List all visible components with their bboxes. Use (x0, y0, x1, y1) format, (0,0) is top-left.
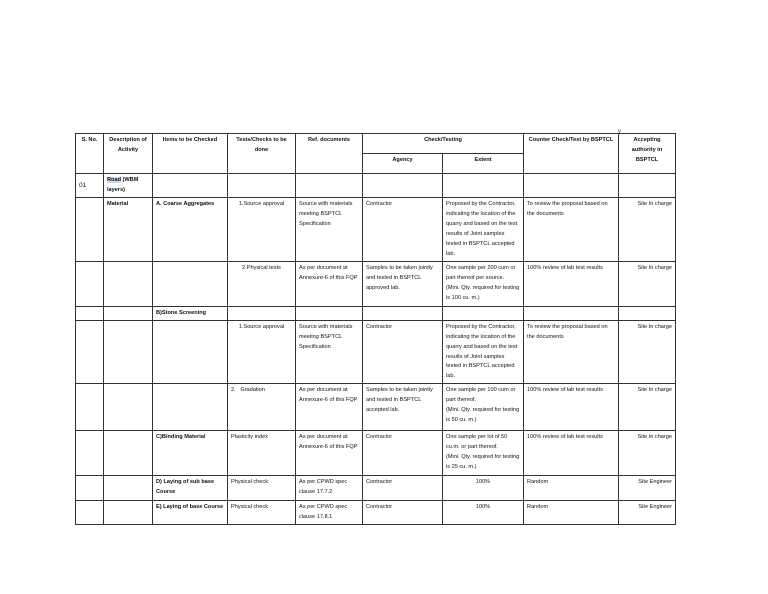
cell-accepting: Site In charge (619, 431, 676, 476)
cell-counter: 100% review of lab test results (524, 261, 619, 306)
cell-extent: One sample per 200 cum or part thereof per source. (Mini. Qty. required for testing is 100 cu. m.) (443, 261, 524, 306)
cell-tests: 1.Source approval (228, 320, 296, 384)
header-items: Items to be Checked (153, 134, 228, 174)
table-row (76, 306, 676, 320)
table-row (76, 261, 676, 306)
cell-items: A. Coarse Aggregates (153, 198, 228, 262)
cell-agency: Contractor (363, 198, 443, 262)
cell-accepting: Site In charge (619, 384, 676, 431)
cell-refdocs: As per document at Annexure-6 of this FQP (296, 431, 363, 476)
cell-extent: One sample per 100 cum or part thereof. (Mini. Qty. required for testing is 50 cu. m.) (443, 384, 524, 431)
cell-refdocs: As per document at Annexure-6 of this FQP (296, 261, 363, 306)
header-counter-check: Counter Check/Test by BSPTCL (524, 134, 619, 174)
table-row (76, 501, 676, 525)
header-agency: Agency (363, 154, 443, 174)
cell-agency: Samples to be taken jointly and tested in BSPTCL accepted lab. (363, 384, 443, 431)
cell-refdocs: As per CPWD spec clause 17.8.1 (296, 501, 363, 525)
cell-agency: Samples to be taken jointly and tested in BSPTCL approved lab. (363, 261, 443, 306)
cell-agency: Contractor (363, 431, 443, 476)
table-row (76, 384, 676, 431)
header-accepting-authority: Accepting authority in BSPTCL (619, 134, 676, 174)
cell-agency: Contractor (363, 320, 443, 384)
cell-refdocs: Source with materials meeting BSPTCL Specification (296, 320, 363, 384)
cell-refdocs: As per document at Annexure-6 of this FQP (296, 384, 363, 431)
header-description: Description of Activity (104, 134, 153, 174)
cell-counter: 100% review of lab test results (524, 431, 619, 476)
cell-agency: Contractor (363, 476, 443, 501)
cell-counter: 100% review of lab test results (524, 384, 619, 431)
cell-tests: 2. Gradation (228, 384, 296, 431)
section-row (76, 174, 676, 198)
field-quality-plan-table (75, 133, 676, 525)
cell-extent: Proposed by the Contractor, indicating the location of the quarry and based on the test results of Joint samples tested in BSPTCL accepted lab. (443, 320, 524, 384)
cell-accepting: Site In charge (619, 320, 676, 384)
cell-tests: Plasticity index (228, 431, 296, 476)
cell-refdocs: Source with materials meeting BSPTCL Specification (296, 198, 363, 262)
cell-tests: Physical check (228, 501, 296, 525)
header-tests: Tests/Checks to be done (228, 134, 296, 174)
header-extent: Extent (443, 154, 524, 174)
cell-description: Material (104, 198, 153, 262)
cell-accepting: Site Engineer (619, 476, 676, 501)
cell-tests: 1.Source approval (228, 198, 296, 262)
cell-extent: 100% (443, 476, 524, 501)
cell-agency: Contractor (363, 501, 443, 525)
table-row (76, 320, 676, 384)
cell-extent: Proposed by the Contractor, indicating the location of the quarry and based on the test results of Joint samples tested in BSPTCL accepted lab. (443, 198, 524, 262)
cell-accepting: Site In charge (619, 198, 676, 262)
header-refdocs: Ref. documents (296, 134, 363, 174)
corner-mark: v (618, 129, 621, 135)
section-sno: 01 (76, 174, 104, 198)
header-row (76, 134, 676, 154)
section-title (104, 174, 153, 198)
cell-items: E) Laying of base Course (153, 501, 228, 525)
table-row (76, 431, 676, 476)
cell-counter: To review the proposal based on the documents (524, 198, 619, 262)
cell-counter: Random (524, 501, 619, 525)
cell-items: B)Stone Screening (153, 306, 228, 320)
header-check-testing: Check/Testing (363, 134, 524, 154)
cell-extent: 100% (443, 501, 524, 525)
section-title-rest: (WBM layers) (107, 177, 139, 193)
section-title-highlight: Road (107, 177, 121, 183)
cell-accepting: Site In charge (619, 261, 676, 306)
cell-items: D) Laying of sub base Course (153, 476, 228, 501)
cell-counter: Random (524, 476, 619, 501)
cell-accepting: Site Engineer (619, 501, 676, 525)
cell-tests: Physical check (228, 476, 296, 501)
cell-extent: One sample per lot of 50 cu.m. or part thereof. (Mini. Qty. required for testing is 25 cu. m.) (443, 431, 524, 476)
cell-counter: To review the proposal based on the documents (524, 320, 619, 384)
cell-tests: 2.Physical tests (228, 261, 296, 306)
header-sno: S. No. (76, 134, 104, 174)
cell-items: C)Binding Material (153, 431, 228, 476)
table-row (76, 476, 676, 501)
cell-refdocs: As per CPWD spec clause 17.7.2 (296, 476, 363, 501)
table-row (76, 198, 676, 262)
